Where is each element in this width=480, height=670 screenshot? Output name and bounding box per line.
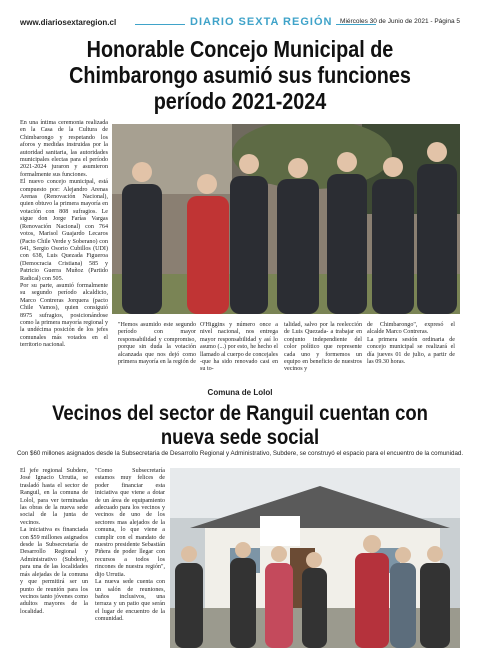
page-header (20, 18, 460, 30)
article2-title: Vecinos del sector de Ranguil cuentan con nueva sede social (52, 402, 428, 449)
article1-column-1: En una íntima ceremonia realizada en la Casa de la Cultura de Chimbarongo y respetando los aforos y medidas instruidas por la autoridad sanitaria, las autoridades municipales electas para el período 2021-2024 juraron y asumieron formalmente sus funciones. El nuevo concejo municipal, está compuesto por: Alejandro Arenas Arenas (Renovación Nacional), quien obtuvo la primera mayoría en votación con 808 sufragios. Le sigue don Jorge Farías Vargas (Renovación Nacional) con 764 votos, Marisol Guajardo Lecaros (Pacto Chile Verde y Soberano) con 641, Sergio Osorio Cubillos (UDI) con 638, Luis Quezada Figueroa (Democracia Cristiana) 585 y Patricio Guerra Muñoz (Partido Radical) con 505. Por su parte, asumió formalmente su segundo período alcaldicio, Marco Contreras Jorquera (pacto Chile Vamos), quien consiguió 8975 sufragios, posicionándose como la primera mayoría regional y la undécima posición de los jefes comunales más votados en el territorio nacional. (20, 120, 108, 349)
article2-section-label: Comuna de Lolol (207, 388, 273, 397)
article2-subtitle: Con $60 millones asignados desde la Subsecretaria de Desarrollo Regional y Administrativo, Subdere, se construyó el espacio para el encuentro de la comunidad. (16, 450, 464, 457)
article2-column-1: El jefe regional Subdere, José Ignacio Urrutia, se trasladó hasta el sector de Ranguil, en la comuna de Lolol, para ver terminadas las obras de la nueva sede social de la junta de vecinos. La iniciativa es financiada con $59 millones asignados desde la Subsecretaría de Desarrollo Regional y Administrativo (Subdere), para una de las localidades más alejadas de la comuna y que permitirá ser un punto de reunión para los vecinos tanto jóvenes como adultos mayores de la localidad. (20, 468, 88, 615)
community-hall-photo (170, 468, 460, 648)
newspaper-brand: DIARIO SEXTA REGIÓN (190, 16, 333, 28)
article1-column-3: O'Higgins y número once a nivel nacional, nos entrega mayor responsabilidad y así lo asumo (...) por esto, he hecho el llamado al cuerpo de concejales -que ha sido renovado casi en su to- (200, 322, 278, 373)
article1-column-2: "Hemos asumido este segundo período con mayor responsabilidad y compromiso, porque sin duda la votación alcanzada que nos dejó como primera mayoría en la región de (118, 322, 196, 366)
issue-date: Miércoles 30 de Junio de 2021 - Página 5 (340, 18, 460, 25)
article1-column-5: de Chimbarongo", expresó el alcalde Marco Contreras. La primera sesión ordinaria de concejo municipal se realizará el día jueves 01 de julio, a partir de las 09.30 horas. (367, 322, 455, 366)
council-group-photo (112, 124, 460, 314)
article2-column-2: "Como Subsecretaría estamos muy felices de poder financiar esta iniciativa que viene a dotar de un área de equipamiento adecuado para los vecinos y vecinos de uno de los sectores mas alejados de la comuna, lo que viene a cumplir con el mandato de nuestro presidente Sebastián Piñera de poder llegar con recursos a todos los rincones de nuestra región", dijo Urrutia. La nueva sede cuenta con un salón de reuniones, baños inclusivos, una terraza y un patio que serán el lugar de encuentro de la comunidad. (95, 468, 165, 623)
header-rule-left (135, 24, 185, 25)
article1-column-4: talidad, salvo por la reelección de Luis Quezada- a trabajar en conjunto independiente del color político que represente cada uno y formemos un equipo en beneficio de nuestros vecinos y (284, 322, 362, 373)
article1-title: Honorable Concejo Municipal de Chimbarongo asumió sus funciones período 2021-2024 (69, 36, 411, 114)
site-url[interactable]: www.diariosextaregion.cl (20, 18, 117, 27)
